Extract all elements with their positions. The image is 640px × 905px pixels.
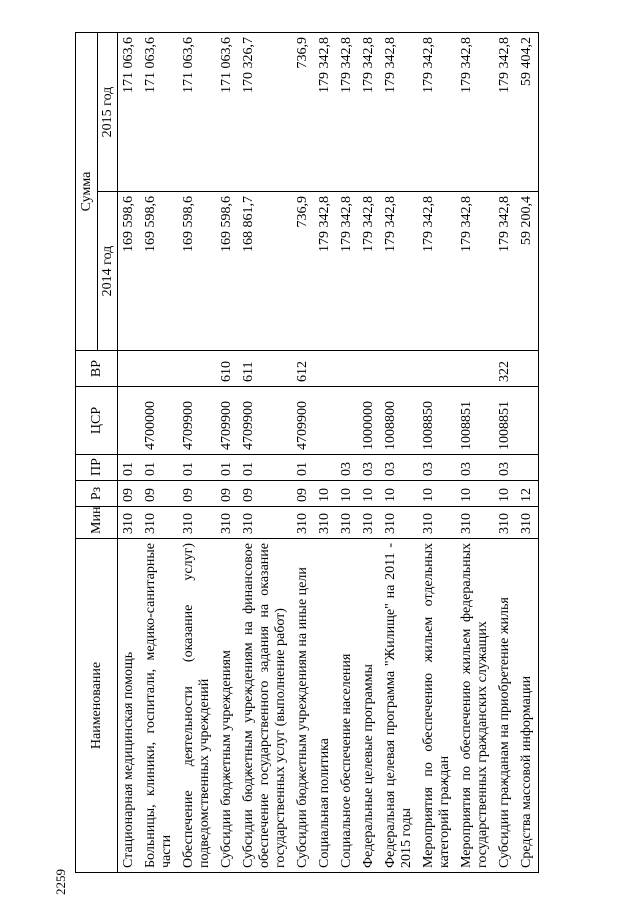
header-2014: 2014 год bbox=[98, 192, 118, 351]
cell-csr bbox=[516, 387, 539, 455]
cell-csr: 4709900 bbox=[216, 387, 238, 455]
cell-pr: 03 bbox=[418, 455, 456, 481]
cell-2014: 59 200,4 bbox=[516, 192, 539, 351]
header-min: Мин bbox=[76, 507, 118, 539]
cell-pr: 01 bbox=[118, 455, 141, 481]
cell-rz: 10 bbox=[418, 481, 456, 507]
header-vr: ВР bbox=[76, 351, 118, 387]
table-row bbox=[418, 33, 456, 873]
cell-name: Субсидии бюджетным учреждениям на финансовое обеспечение государственного задания на оказание государственных услуг (выполнение работ) bbox=[238, 539, 292, 873]
cell-pr bbox=[516, 455, 539, 481]
cell-2014: 736,9 bbox=[292, 192, 314, 351]
cell-pr: 03 bbox=[494, 455, 516, 481]
cell-2014: 179 342,8 bbox=[336, 192, 358, 351]
cell-vr bbox=[336, 351, 358, 387]
cell-rz: 10 bbox=[314, 481, 336, 507]
cell-name: Социальная политика bbox=[314, 539, 336, 873]
page-number: 2259 bbox=[53, 869, 68, 895]
cell-min: 310 bbox=[516, 507, 539, 539]
cell-pr: 03 bbox=[336, 455, 358, 481]
cell-vr bbox=[516, 351, 539, 387]
table-row bbox=[516, 33, 539, 873]
cell-2014: 169 598,6 bbox=[140, 192, 178, 351]
cell-rz: 10 bbox=[358, 481, 380, 507]
cell-2015: 179 342,8 bbox=[494, 33, 516, 192]
cell-2014: 179 342,8 bbox=[358, 192, 380, 351]
cell-rz: 10 bbox=[380, 481, 418, 507]
cell-name: Федеральные целевые программы bbox=[358, 539, 380, 873]
cell-vr bbox=[456, 351, 494, 387]
table-row bbox=[456, 33, 494, 873]
cell-min: 310 bbox=[140, 507, 178, 539]
cell-name: Мероприятия по обеспечению жильем федеральных государственных гражданских служащих bbox=[456, 539, 494, 873]
cell-pr: 01 bbox=[238, 455, 292, 481]
cell-min: 310 bbox=[178, 507, 216, 539]
header-pr: ПР bbox=[76, 455, 118, 481]
cell-rz: 09 bbox=[140, 481, 178, 507]
table-row bbox=[178, 33, 216, 873]
cell-pr: 01 bbox=[178, 455, 216, 481]
cell-csr: 1008850 bbox=[418, 387, 456, 455]
cell-min: 310 bbox=[358, 507, 380, 539]
table-row bbox=[358, 33, 380, 873]
cell-2015: 179 342,8 bbox=[380, 33, 418, 192]
header-2015: 2015 год bbox=[98, 33, 118, 192]
table-row bbox=[336, 33, 358, 873]
cell-min: 310 bbox=[118, 507, 141, 539]
cell-name: Субсидии гражданам на приобретение жилья bbox=[494, 539, 516, 873]
cell-rz: 10 bbox=[456, 481, 494, 507]
cell-vr: 322 bbox=[494, 351, 516, 387]
cell-csr: 4709900 bbox=[178, 387, 216, 455]
cell-pr: 03 bbox=[380, 455, 418, 481]
cell-2015: 736,9 bbox=[292, 33, 314, 192]
cell-name: Больницы, клиники, госпитали, медико-санитарные части bbox=[140, 539, 178, 873]
cell-min: 310 bbox=[238, 507, 292, 539]
cell-2015: 179 342,8 bbox=[456, 33, 494, 192]
table-row bbox=[216, 33, 238, 873]
cell-name: Стационарная медицинская помощь bbox=[118, 539, 141, 873]
cell-rz: 09 bbox=[238, 481, 292, 507]
cell-csr: 4709900 bbox=[238, 387, 292, 455]
table-body bbox=[118, 33, 539, 873]
cell-rz: 12 bbox=[516, 481, 539, 507]
cell-2014: 169 598,6 bbox=[118, 192, 141, 351]
cell-csr: 1008800 bbox=[380, 387, 418, 455]
cell-rz: 09 bbox=[292, 481, 314, 507]
cell-min: 310 bbox=[456, 507, 494, 539]
cell-name: Обеспечение деятельности (оказание услуг) подведомственных учреждений bbox=[178, 539, 216, 873]
cell-2014: 169 598,6 bbox=[178, 192, 216, 351]
cell-csr bbox=[314, 387, 336, 455]
cell-rz: 09 bbox=[216, 481, 238, 507]
cell-vr: 612 bbox=[292, 351, 314, 387]
cell-name: Субсидии бюджетным учреждениям на иные цели bbox=[292, 539, 314, 873]
cell-2015: 171 063,6 bbox=[216, 33, 238, 192]
header-sum: Сумма bbox=[76, 33, 98, 351]
header-csr: ЦСР bbox=[76, 387, 118, 455]
cell-name: Субсидии бюджетным учреждениям bbox=[216, 539, 238, 873]
cell-min: 310 bbox=[380, 507, 418, 539]
cell-csr: 1008851 bbox=[494, 387, 516, 455]
cell-csr bbox=[118, 387, 141, 455]
cell-min: 310 bbox=[418, 507, 456, 539]
cell-csr bbox=[336, 387, 358, 455]
cell-rz: 10 bbox=[494, 481, 516, 507]
cell-2015: 59 404,2 bbox=[516, 33, 539, 192]
cell-csr: 1000000 bbox=[358, 387, 380, 455]
cell-2015: 171 063,6 bbox=[178, 33, 216, 192]
cell-min: 310 bbox=[494, 507, 516, 539]
cell-2014: 169 598,6 bbox=[216, 192, 238, 351]
cell-vr: 610 bbox=[216, 351, 238, 387]
cell-name: Средства массовой информации bbox=[516, 539, 539, 873]
cell-min: 310 bbox=[292, 507, 314, 539]
cell-pr: 03 bbox=[456, 455, 494, 481]
cell-2014: 179 342,8 bbox=[314, 192, 336, 351]
cell-2015: 179 342,8 bbox=[314, 33, 336, 192]
page-number-area bbox=[53, 33, 77, 895]
cell-vr bbox=[314, 351, 336, 387]
header-rz: Рз bbox=[76, 481, 118, 507]
cell-2015: 171 063,6 bbox=[118, 33, 141, 192]
cell-vr bbox=[418, 351, 456, 387]
cell-csr: 1008851 bbox=[456, 387, 494, 455]
cell-pr: 03 bbox=[358, 455, 380, 481]
cell-pr: 01 bbox=[292, 455, 314, 481]
cell-2015: 179 342,8 bbox=[358, 33, 380, 192]
rotated-page bbox=[53, 33, 593, 895]
cell-pr: 01 bbox=[140, 455, 178, 481]
cell-vr bbox=[140, 351, 178, 387]
cell-2014: 168 861,7 bbox=[238, 192, 292, 351]
cell-min: 310 bbox=[314, 507, 336, 539]
cell-pr: 01 bbox=[216, 455, 238, 481]
table-row bbox=[292, 33, 314, 873]
cell-name: Федеральная целевая программа "Жилище" на 2011 - 2015 годы bbox=[380, 539, 418, 873]
cell-vr bbox=[178, 351, 216, 387]
cell-rz: 09 bbox=[178, 481, 216, 507]
cell-2014: 179 342,8 bbox=[456, 192, 494, 351]
table-row bbox=[380, 33, 418, 873]
cell-vr bbox=[118, 351, 141, 387]
header-name: Наименование bbox=[76, 539, 118, 873]
cell-csr: 4700000 bbox=[140, 387, 178, 455]
cell-min: 310 bbox=[216, 507, 238, 539]
cell-rz: 10 bbox=[336, 481, 358, 507]
cell-pr bbox=[314, 455, 336, 481]
cell-2015: 179 342,8 bbox=[336, 33, 358, 192]
budget-table bbox=[75, 32, 539, 873]
cell-vr bbox=[380, 351, 418, 387]
cell-rz: 09 bbox=[118, 481, 141, 507]
cell-vr: 611 bbox=[238, 351, 292, 387]
cell-vr bbox=[358, 351, 380, 387]
cell-2015: 171 063,6 bbox=[140, 33, 178, 192]
cell-name: Социальное обеспечение населения bbox=[336, 539, 358, 873]
cell-2014: 179 342,8 bbox=[380, 192, 418, 351]
table-row bbox=[314, 33, 336, 873]
cell-2015: 170 326,7 bbox=[238, 33, 292, 192]
cell-csr: 4709900 bbox=[292, 387, 314, 455]
cell-name: Мероприятия по обеспечению жильем отдельных категорий граждан bbox=[418, 539, 456, 873]
cell-2015: 179 342,8 bbox=[418, 33, 456, 192]
table-row bbox=[238, 33, 292, 873]
cell-2014: 179 342,8 bbox=[494, 192, 516, 351]
table-row bbox=[140, 33, 178, 873]
cell-2014: 179 342,8 bbox=[418, 192, 456, 351]
table-row bbox=[118, 33, 141, 873]
table-row bbox=[494, 33, 516, 873]
cell-min: 310 bbox=[336, 507, 358, 539]
